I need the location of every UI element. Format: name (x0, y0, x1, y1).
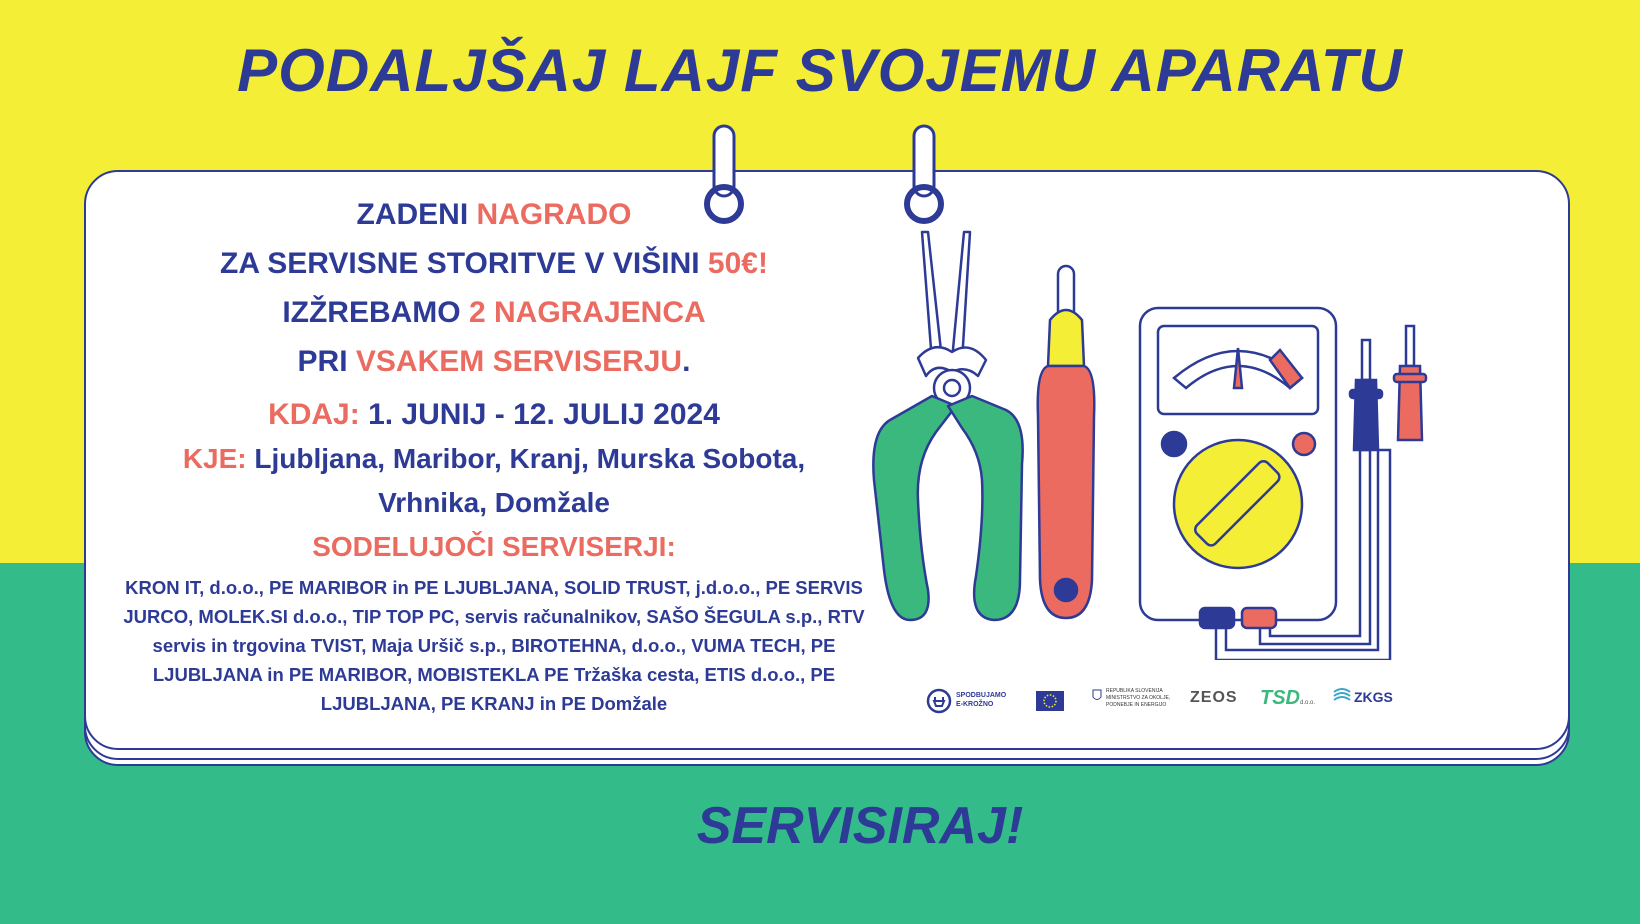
logo-text: REPUBLIKA SLOVENIJA (1106, 688, 1163, 694)
sponsor-logos (926, 686, 1406, 720)
logo-text: MINISTRSTVO ZA OKOLJE, (1106, 695, 1171, 701)
prize-line-3 (104, 288, 884, 337)
screwdriver-icon (1038, 266, 1095, 618)
prize-amount: 50€! (707, 247, 768, 280)
winner-count: 2 NAGRAJENCA (468, 296, 706, 329)
prize-info (104, 190, 884, 718)
prize-highlight: VSAKEM SERVISERJU (355, 345, 683, 378)
prize-text: PRI (297, 345, 356, 378)
probe-navy (1350, 340, 1382, 450)
where-label: KJE: (182, 443, 247, 474)
logo-text: SPODBUJAMO (956, 692, 1007, 699)
participants-list: KRON IT, d.o.o., PE MARIBOR in PE LJUBLJANA, SOLID TRUST, j.d.o.o., PE SERVIS JURCO, MOLEK.SI d.o.o., TIP TOP PC, servis računalnikov, SAŠO ŠEGULA s.p., RTV servis in trgovina TVIST, Maja Uršič s.p., BIROTEHNA, d.o.o., VUMA TECH, PE LJUBLJANA in PE MARIBOR, MOBISTEKLA PE Tržaška cesta, ETIS d.o.o., PE LJUBLJANA, PE KRANJ in PE Domžale (123, 577, 865, 714)
zeos-logo: ZEOS (1190, 689, 1238, 706)
ministry-logo (1092, 686, 1188, 716)
tools-illustration (870, 220, 1440, 660)
when-line (104, 392, 884, 437)
coat-of-arms-icon (1092, 689, 1102, 703)
when-label: KDAJ: (268, 398, 360, 431)
prize-line-2 (104, 239, 884, 288)
multimeter-icon (1140, 308, 1336, 628)
tsd-logo (1260, 686, 1316, 716)
where-value: Ljubljana, Maribor, Kranj, Murska Sobota, (246, 443, 806, 474)
prize-text: IZŽREBAMO (282, 296, 469, 329)
logo-text: d.o.o. (1300, 700, 1316, 706)
participants-title: SODELUJOČI SERVISERJI: (312, 531, 676, 562)
logo-text: PODNEBJE IN ENERGIJO (1106, 702, 1167, 708)
prize-line-1 (104, 190, 884, 239)
zkgs-symbol-icon (1332, 686, 1352, 706)
prize-text: ZA SERVISNE STORITVE V VIŠINI (220, 247, 708, 280)
where-line-2: Vrhnika, Domžale (378, 487, 610, 518)
prize-highlight: NAGRADO (476, 198, 632, 231)
zkgs-logo (1332, 686, 1402, 716)
where-line (104, 437, 884, 481)
logo-text: TSD (1260, 687, 1300, 709)
plug-icon (926, 688, 952, 714)
prize-text: . (682, 345, 691, 378)
headline: PODALJŠAJ LAJF SVOJEMU APARATU (237, 37, 1403, 104)
prize-line-4 (104, 337, 884, 386)
pliers-icon (873, 232, 1022, 620)
cta-text: SERVISIRAJ! (696, 797, 1024, 855)
logo-text: ZKGS (1354, 689, 1393, 705)
binder-ring-icon (904, 124, 944, 226)
prize-text: ZADENI (356, 198, 477, 231)
eu-flag-icon (1036, 686, 1064, 716)
when-value: 1. JUNIJ - 12. JULIJ 2024 (359, 398, 720, 431)
spodbujamo-logo (926, 686, 1006, 716)
logo-text: E-KROŽNO (956, 701, 994, 708)
probe-coral (1394, 326, 1426, 440)
